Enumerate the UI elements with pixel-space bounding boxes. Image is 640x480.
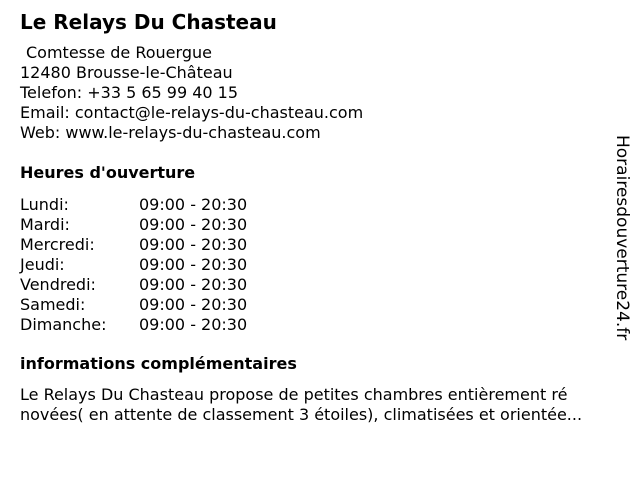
hours-time: 09:00 - 20:30 (139, 255, 248, 274)
hours-row-tuesday (20, 215, 247, 235)
address-phone: Telefon: +33 5 65 99 40 15 (20, 83, 239, 102)
hours-day: Jeudi: (20, 255, 65, 274)
address-block (20, 43, 363, 143)
address-web: Web: www.le-relays-du-chasteau.com (20, 123, 321, 142)
hours-row-wednesday (20, 235, 247, 255)
info-line: novées( en attente de classement 3 étoiles), climatisées et orientée... (20, 405, 583, 424)
site-watermark-label: Horairesdouverture24.fr (612, 135, 632, 341)
hours-day: Dimanche: (20, 315, 107, 334)
hours-row-saturday (20, 295, 247, 315)
hours-time: 09:00 - 20:30 (139, 215, 248, 234)
hours-day: Samedi: (20, 295, 86, 314)
hours-row-sunday (20, 315, 247, 335)
hours-heading: Heures d'ouverture (20, 163, 196, 182)
info-heading: informations complémentaires (20, 354, 297, 373)
hours-time: 09:00 - 20:30 (139, 195, 248, 214)
hours-day: Lundi: (20, 195, 69, 214)
info-line: Le Relays Du Chasteau propose de petites chambres entièrement ré (20, 385, 568, 404)
address-city: 12480 Brousse-le-Château (20, 63, 233, 82)
hours-table (20, 195, 247, 335)
hours-day: Mardi: (20, 215, 70, 234)
address-street: Comtesse de Rouergue (26, 43, 212, 62)
page-title: Le Relays Du Chasteau (20, 10, 277, 34)
hours-day: Vendredi: (20, 275, 96, 294)
hours-time: 09:00 - 20:30 (139, 295, 248, 314)
hours-time: 09:00 - 20:30 (139, 275, 248, 294)
hours-time: 09:00 - 20:30 (139, 235, 248, 254)
address-email: Email: contact@le-relays-du-chasteau.com (20, 103, 364, 122)
hours-row-monday (20, 195, 247, 215)
info-description (20, 385, 635, 425)
hours-row-thursday (20, 255, 247, 275)
hours-time: 09:00 - 20:30 (139, 315, 248, 334)
hours-row-friday (20, 275, 247, 295)
hours-day: Mercredi: (20, 235, 95, 254)
